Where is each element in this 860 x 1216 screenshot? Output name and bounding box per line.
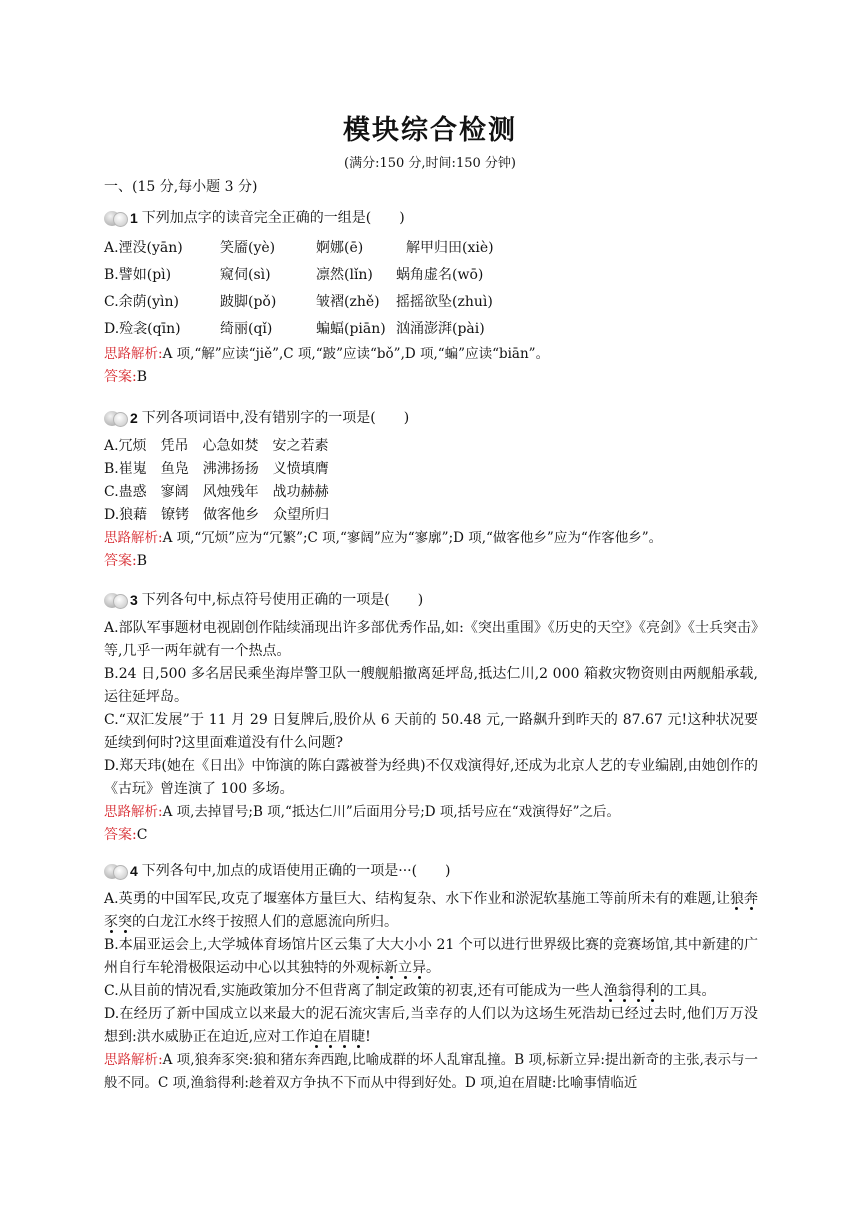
answer-label: 答案: [104, 553, 137, 569]
question-badge-icon [104, 409, 126, 427]
explanation-label: 思路解析: [104, 530, 163, 546]
option-item: 蜗角虚名(wō) [396, 267, 484, 283]
option-b: B.崔嵬 鱼凫 沸沸扬扬 义愤填膺 [104, 461, 329, 477]
dotted-char: 得 [631, 983, 646, 999]
explanation-text: A 项,“冗烦”应为“冗繁”;C 项,“寥阔”应为“寥廓”;D 项,“做客他乡”应为“作客他乡”。 [162, 530, 663, 546]
option-a: A.冗烦 凭吊 心急如焚 安之若素 [104, 438, 329, 454]
option-item: 凛然(lǐn) [316, 267, 373, 283]
dotted-char: 利 [645, 983, 660, 999]
option-item: 笑靥(yè) [220, 240, 276, 256]
dotted-char: 突 [118, 914, 132, 930]
question-number: 1 [130, 209, 138, 226]
explanation [104, 801, 758, 824]
option-item: D.殓衾(qīn) [104, 321, 181, 337]
dotted-char: 睫 [351, 1029, 366, 1045]
dotted-char: 标 [370, 960, 384, 976]
option-item: 婀娜(ē) [316, 240, 364, 256]
dotted-idiom [370, 960, 426, 976]
dotted-char: 翁 [617, 983, 632, 999]
option-text: D.在经历了新中国成立以来最大的泥石流灾害后,当幸存的人们以为这场生死浩劫已经过去时,他们万万没想到:洪水威胁正在迫近,应对工作 [104, 1006, 758, 1045]
question-stem: 下列各项词语中,没有错别字的一项是( ) [141, 409, 410, 426]
dotted-char: 立 [398, 960, 412, 976]
explanation [104, 1049, 758, 1095]
dotted-char: 渔 [603, 983, 618, 999]
option-text: 的白龙江水终于按照人们的意愿流向所归。 [132, 914, 398, 930]
dotted-idiom [309, 1029, 365, 1045]
dotted-char: 奔 [744, 891, 758, 907]
option-item: B.譬如(pì) [104, 267, 172, 283]
option-d: D.郑天玮(她在《日出》中饰演的陈白露被誉为经典)不仅戏演得好,还成为北京人艺的专业编剧,由她创作的《古玩》曾连演了 100 多场。 [104, 758, 758, 797]
answer-value: B [136, 369, 148, 385]
question-1 [104, 205, 758, 389]
explanation [104, 343, 758, 366]
answer-value: C [136, 827, 148, 843]
option-text: B.本届亚运会上,大学城体育场馆片区云集了大大小小 21 个可以进行世界级比赛的竞赛场馆,其中新建的广州自行车轮滑极限运动中心以其独特的外观 [104, 937, 758, 976]
option-item: 解甲归田(xiè) [406, 240, 494, 256]
answer-label: 答案: [104, 369, 137, 385]
dotted-char: 异 [412, 960, 426, 976]
option-item: 汹涌澎湃(pài) [396, 321, 485, 337]
option-item: 摇摇欲坠(zhuì) [396, 294, 493, 310]
option-c [104, 289, 758, 316]
option-d [104, 316, 758, 343]
question-stem: 下列加点字的读音完全正确的一组是( ) [141, 209, 405, 226]
page-title: 模块综合检测 [343, 115, 517, 146]
question-4 [104, 858, 758, 1095]
question-3 [104, 587, 758, 847]
option-b [104, 262, 758, 289]
explanation-label: 思路解析: [104, 1052, 163, 1068]
explanation [104, 527, 758, 550]
page-subtitle: (满分:150 分,时间:150 分钟) [344, 156, 516, 171]
dotted-char: 新 [384, 960, 398, 976]
option-c: C.蛊惑 寥阔 风烛残年 战功赫赫 [104, 484, 329, 500]
explanation-text: A 项,狼奔豕突:狼和猪东奔西跑,比喻成群的坏人乱窜乱撞。B 项,标新立异:提出新奇的主张,表示与一般不同。C 项,渔翁得利:趁着双方争执不下而从中得到好处。D 项,迫在眉睫:比喻事情临近 [104, 1052, 758, 1091]
question-number: 2 [130, 409, 138, 426]
option-item: C.余荫(yìn) [104, 294, 179, 310]
option-a [104, 888, 758, 934]
question-4-header [104, 858, 758, 884]
dotted-idiom [604, 983, 660, 999]
option-c: C.“双汇发展”于 11 月 29 日复牌后,股价从 6 天前的 50.48 元,一路飙升到昨天的 87.67 元!这种状况要延续到何时?这里面难道没有什么问题? [104, 712, 758, 751]
question-2 [104, 405, 758, 573]
answer [104, 824, 758, 847]
option-text: 。 [426, 960, 440, 976]
option-item: 皱褶(zhě) [316, 294, 380, 310]
option-item: A.湮没(yān) [104, 240, 183, 256]
question-badge-icon [104, 209, 126, 227]
explanation-label: 思路解析: [104, 346, 163, 362]
option-text: C.从目前的情况看,实施政策加分不但背离了制定政策的初衷,还有可能成为一些人 [104, 983, 604, 999]
option-a: A.部队军事题材电视剧创作陆续涌现出许多部优秀作品,如:《突出重围》《历史的天空》《亮剑》《士兵突击》等,几乎一两年就有一个热点。 [104, 620, 758, 659]
option-d [104, 1003, 758, 1049]
answer-label: 答案: [104, 827, 137, 843]
option-b [104, 934, 758, 980]
answer-value: B [136, 553, 148, 569]
explanation-text: A 项,去掉冒号;B 项,“抵达仁川”后面用分号;D 项,括号应在“戏演得好”之后。 [162, 804, 621, 820]
explanation-label: 思路解析: [104, 804, 163, 820]
option-a [104, 235, 758, 262]
question-3-header [104, 587, 758, 613]
option-item: 窥伺(sì) [220, 267, 271, 283]
option-b: B.24 日,500 多名居民乘坐海岸警卫队一艘舰船撤离延坪岛,抵达仁川,2 000 箱救灾物资则由两舰船承载,运往延坪岛。 [104, 666, 758, 705]
option-item: 跛脚(pǒ) [220, 294, 277, 310]
option-text: 的工具。 [659, 983, 716, 999]
option-text: ! [365, 1029, 371, 1045]
question-stem: 下列各句中,加点的成语使用正确的一项是···( ) [141, 862, 451, 879]
dotted-char: 迫 [309, 1029, 324, 1045]
question-2-header [104, 405, 758, 431]
answer [104, 366, 758, 389]
answer [104, 550, 758, 573]
option-item: 蝙蝠(piān) [316, 321, 386, 337]
section-heading: 一、(15 分,每小题 3 分) [104, 179, 258, 195]
explanation-text: A 项,“解”应读“jiě”,C 项,“跛”应读“bǒ”,D 项,“蝙”应读“biān”。 [162, 346, 550, 362]
option-c [104, 980, 758, 1003]
question-badge-icon [104, 591, 126, 609]
option-d: D.狼藉 镣铐 做客他乡 众望所归 [104, 507, 330, 523]
question-badge-icon [104, 862, 126, 880]
option-item: 绮丽(qǐ) [220, 321, 273, 337]
dotted-char: 在 [323, 1029, 338, 1045]
question-number: 3 [130, 591, 138, 608]
dotted-char: 豕 [104, 914, 118, 930]
question-number: 4 [130, 862, 138, 879]
dotted-char: 眉 [337, 1029, 352, 1045]
dotted-char: 狼 [729, 891, 744, 907]
question-1-header [104, 205, 758, 231]
question-stem: 下列各句中,标点符号使用正确的一项是( ) [141, 591, 424, 608]
option-text: A.英勇的中国军民,攻克了堰塞体方量巨大、结构复杂、水下作业和淤泥软基施工等前所未有的难题,让 [104, 891, 730, 907]
